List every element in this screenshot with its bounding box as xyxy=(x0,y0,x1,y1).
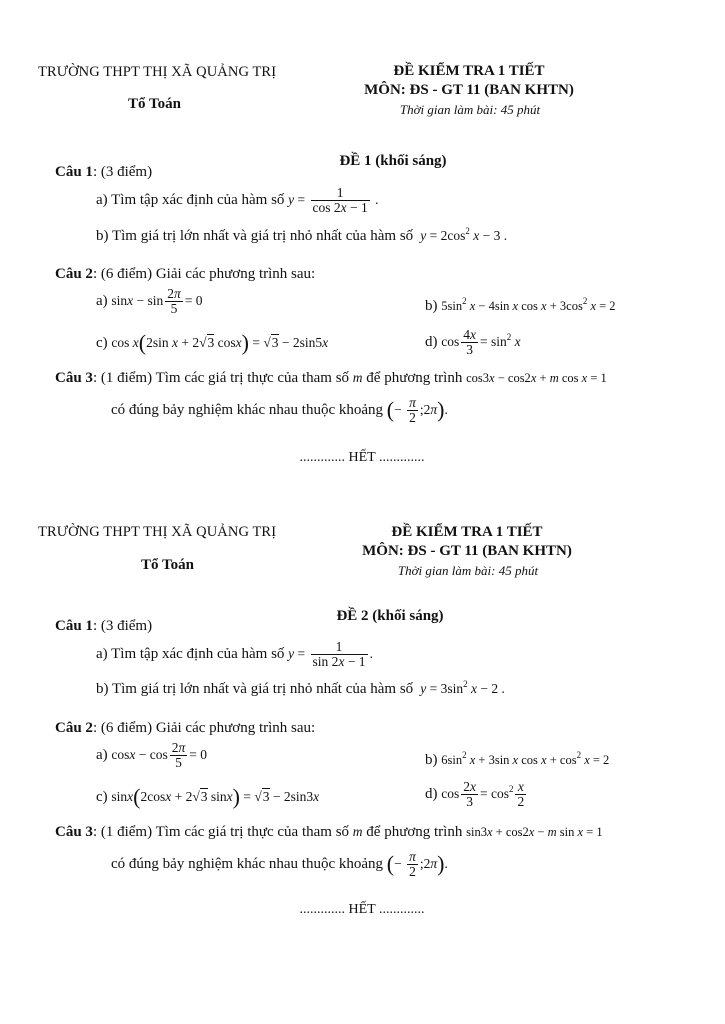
param-m: m xyxy=(352,370,363,385)
time-note: Thời gian làm bài: 45 phút xyxy=(399,102,541,117)
formula-2d: cos $\frac{2x}{3}$ = $\cos^2$ $\frac{x}{2}$ xyxy=(441,779,525,810)
formula-1b: $y = 2\cos^2$ x − 3 . xyxy=(420,226,508,243)
exam-sheet-2 xyxy=(0,458,725,948)
question-1a: a) Tìm tập xác định của hàm số y = $\frac{1}{\cos 2x - 1}$ . xyxy=(96,185,379,216)
formula-2c: cos x(2sin x + 2√3 cosx) = √3 − 2sin5x xyxy=(111,330,329,355)
question-2b: b) $5\sin^2$ x − 4sin x $\cos x + 3\cos^2$ x = 2 xyxy=(425,296,616,314)
end-marker: ............. HẾT ............. xyxy=(299,450,425,465)
formula-3: sin3x + cos2x − m sin x = 1 xyxy=(466,825,603,839)
question-3-line2: có đúng bảy nghiệm khác nhau thuộc khoảng (− $\frac{\pi}{2}$ ;2π). xyxy=(111,395,448,426)
department-name: Tổ Toán xyxy=(128,96,181,112)
formula-2a: sinx − sin $\frac{2\pi}{5}$ = 0 xyxy=(111,286,203,317)
question-2-header: Câu 2: (6 điểm) Giải các phương trình sau: xyxy=(55,266,316,282)
school-name: TRƯỜNG THPT THỊ XÃ QUẢNG TRỊ xyxy=(38,524,277,540)
formula-2a: cosx − cos $\frac{2\pi}{5}$ = 0 xyxy=(111,740,208,771)
question-2c: c) sinx(2cosx + 2√3 sinx) = √3 − 2sin3x xyxy=(96,784,320,809)
test-title: ĐỀ KIỂM TRA 1 TIẾT xyxy=(391,524,543,540)
formula-2b: $5\sin^2$ x − 4sin x $\cos x + 3\cos^2$ x = 2 xyxy=(441,296,616,313)
question-2a: a) cosx − cos $\frac{2\pi}{5}$ = 0 xyxy=(96,740,208,771)
question-2b: b) $6\sin^2$ x + 3sin x $\cos x + \cos^2 x = 2$ xyxy=(425,750,610,768)
question-2d: d) cos $\frac{2x}{3}$ = $\cos^2$ $\frac{x}{2}$ xyxy=(425,780,528,809)
formula-2d: cos $\frac{4x}{3}$ = $\sin^2 x$ xyxy=(441,327,521,358)
question-2-header: Câu 2: (6 điểm) Giải các phương trình sau: xyxy=(55,720,316,736)
formula-1a: y = $\frac{1}{\cos 2x - 1}$ . xyxy=(288,185,379,216)
question-1b: b) Tìm giá trị lớn nhất và giá trị nhỏ nhất của hàm số $y = 2\cos^2$ x − 3 . xyxy=(96,226,508,244)
question-2a: a) sinx − sin $\frac{2\pi}{5}$ = 0 xyxy=(96,286,203,317)
test-title: ĐỀ KIỂM TRA 1 TIẾT xyxy=(393,63,545,79)
exam-sheet-1 xyxy=(0,0,725,490)
question-1-header: Câu 1: (3 điểm) xyxy=(55,618,153,634)
question-3-line2: có đúng bảy nghiệm khác nhau thuộc khoảng (− $\frac{\pi}{2}$ ;2π). xyxy=(111,849,448,880)
end-marker: ............. HẾT ............. xyxy=(299,902,425,917)
variant-title: ĐỀ 2 (khối sáng) xyxy=(336,608,444,624)
param-m: m xyxy=(352,824,363,839)
question-2d: d) cos $\frac{4x}{3}$ = $\sin^2 x$ xyxy=(425,327,521,358)
question-3: Câu 3: (1 điểm) Tìm các giá trị thực của tham số m để phương trình sin3x + cos2x − m sin x = 1 xyxy=(55,824,603,840)
formula-1a: y = $\frac{1}{\sin 2x - 1}$ . xyxy=(288,639,373,670)
question-1a: a) Tìm tập xác định của hàm số y = $\frac{1}{\sin 2x - 1}$ . xyxy=(96,639,373,670)
interval-3: (− $\frac{\pi}{2}$ ;2π). xyxy=(386,849,448,880)
interval-3: (− $\frac{\pi}{2}$ ;2π). xyxy=(386,395,448,426)
subject-line: MÔN: ĐS - GT 11 (BAN KHTN) xyxy=(362,543,572,559)
question-1-header: Câu 1: (3 điểm) xyxy=(55,164,153,180)
question-1b: b) Tìm giá trị lớn nhất và giá trị nhỏ nhất của hàm số $y = 3\sin^2$ x − 2 . xyxy=(96,679,505,697)
formula-2b: $6\sin^2$ x + 3sin x $\cos x + \cos^2 x = 2$ xyxy=(441,750,610,767)
department-name: Tổ Toán xyxy=(141,557,194,573)
school-name: TRƯỜNG THPT THỊ XÃ QUẢNG TRỊ xyxy=(38,64,277,80)
variant-title: ĐỀ 1 (khối sáng) xyxy=(339,153,447,169)
subject-line: MÔN: ĐS - GT 11 (BAN KHTN) xyxy=(364,82,574,98)
formula-3: cos3x − cos2x + m cos x = 1 xyxy=(466,371,607,385)
time-note: Thời gian làm bài: 45 phút xyxy=(397,563,539,578)
formula-1b: $y = 3\sin^2$ x − 2 . xyxy=(420,679,505,696)
question-3: Câu 3: (1 điểm) Tìm các giá trị thực của tham số m để phương trình cos3x − cos2x + m cos x = 1 xyxy=(55,370,607,386)
formula-2c: sinx(2cosx + 2√3 sinx) = √3 − 2sin3x xyxy=(111,784,320,809)
question-2c: c) cos x(2sin x + 2√3 cosx) = √3 − 2sin5x xyxy=(96,330,329,355)
